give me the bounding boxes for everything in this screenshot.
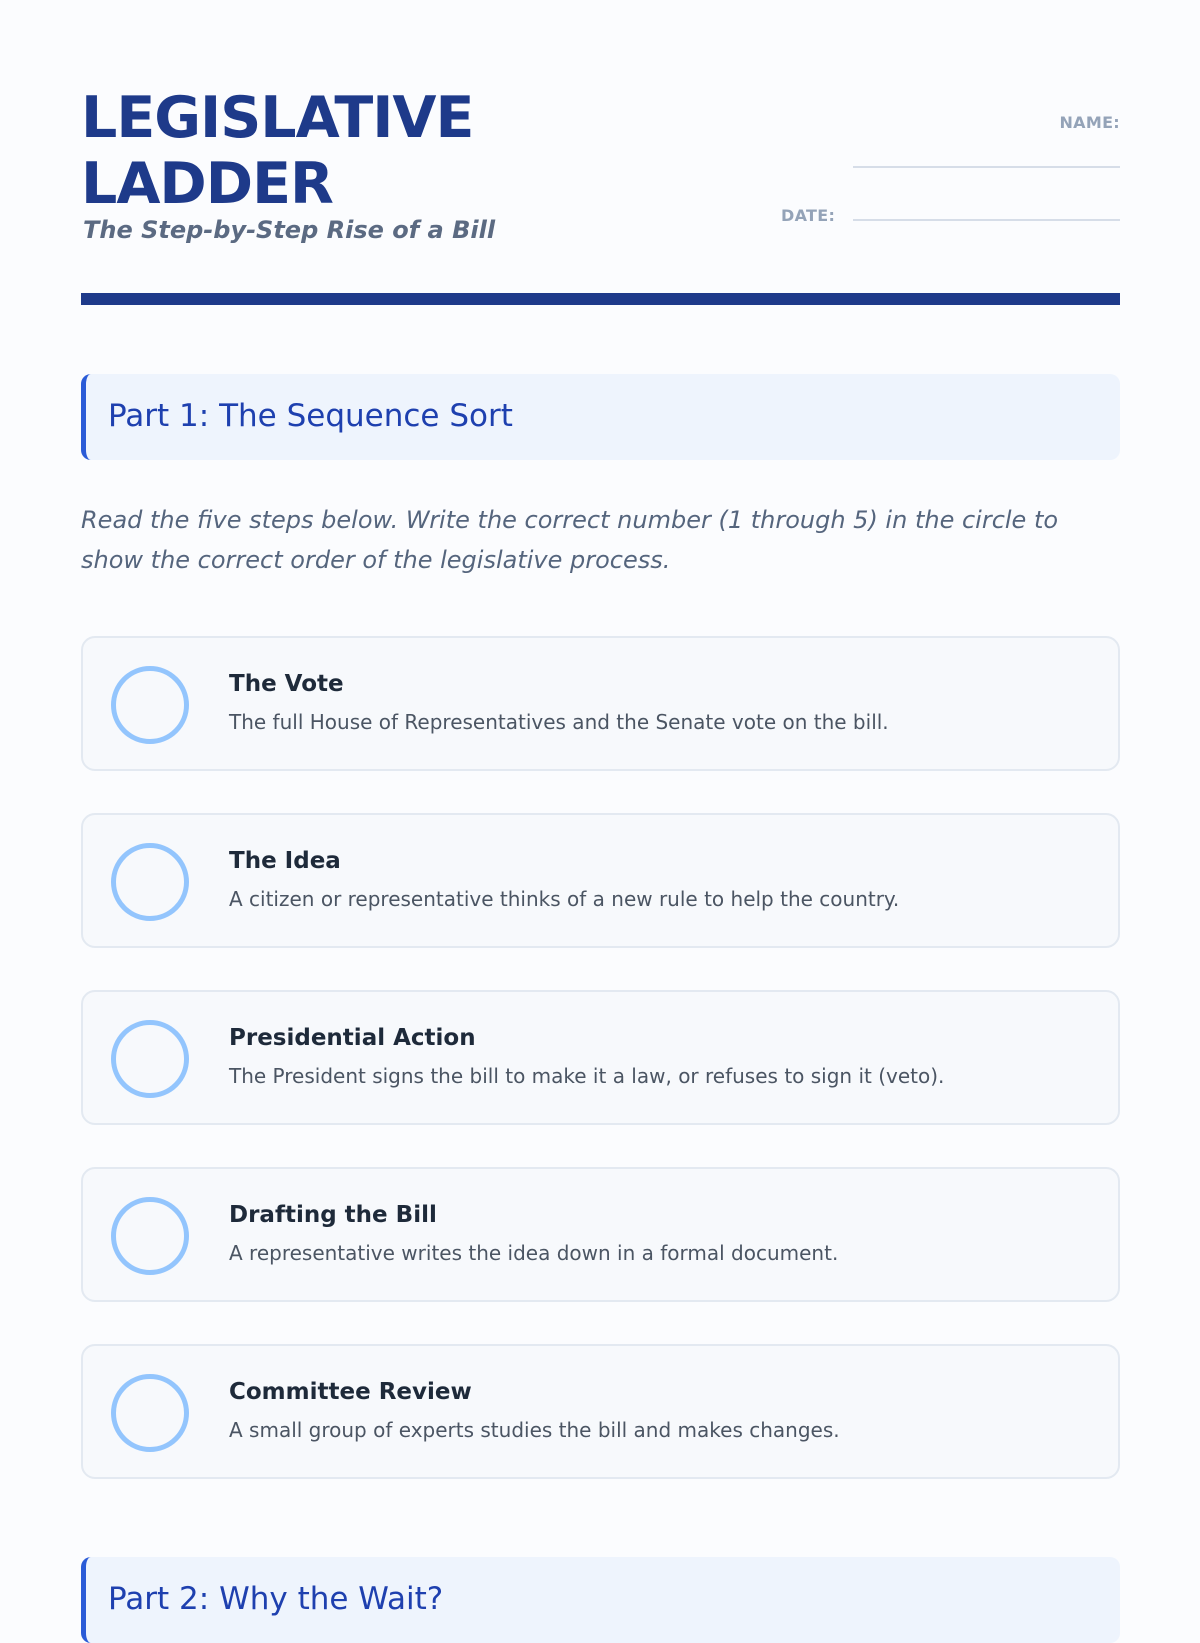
step-description: A citizen or representative thinks of a new rule to help the country. (229, 887, 900, 911)
answer-circle[interactable] (111, 1197, 189, 1275)
step-card (81, 990, 1120, 1125)
answer-circle[interactable] (111, 1374, 189, 1452)
step-title: Committee Review (229, 1379, 472, 1405)
section-heading-text: Part 2: Why the Wait? (108, 1581, 444, 1617)
section-heading-part-2 (81, 1557, 1120, 1643)
section-heading-part-1 (81, 374, 1120, 460)
name-field[interactable] (853, 166, 1120, 168)
answer-circle[interactable] (111, 843, 189, 921)
step-card (81, 636, 1120, 771)
step-title: Presidential Action (229, 1025, 476, 1051)
worksheet-page (81, 0, 1120, 1617)
step-card (81, 813, 1120, 948)
title-line-1: LEGISLATIVE (81, 85, 474, 151)
answer-circle[interactable] (111, 1020, 189, 1098)
date-field[interactable] (853, 219, 1120, 221)
section-heading-text: Part 1: The Sequence Sort (108, 398, 513, 434)
answer-circle[interactable] (111, 666, 189, 744)
step-description: The President signs the bill to make it a law, or refuses to sign it (veto). (229, 1064, 945, 1088)
step-description: A representative writes the idea down in a formal document. (229, 1241, 839, 1265)
step-description: The full House of Representatives and the Senate vote on the bill. (229, 710, 889, 734)
title-line-2: LADDER (81, 151, 333, 217)
step-title: The Idea (229, 848, 341, 874)
step-title: Drafting the Bill (229, 1202, 437, 1228)
step-card (81, 1167, 1120, 1302)
date-label: DATE: (781, 206, 836, 225)
step-description: A small group of experts studies the bill and makes changes. (229, 1418, 840, 1442)
worksheet-subtitle: The Step-by-Step Rise of a Bill (83, 216, 496, 244)
worksheet-header (81, 80, 1120, 300)
step-card (81, 1344, 1120, 1479)
step-title: The Vote (229, 671, 344, 697)
worksheet-title (81, 85, 541, 217)
header-divider (81, 293, 1120, 305)
instructions-text: Read the five steps below. Write the correct number (1 through 5) in the circle to show the correct order of the legislative process. (81, 506, 1059, 574)
name-label: NAME: (1059, 113, 1120, 132)
